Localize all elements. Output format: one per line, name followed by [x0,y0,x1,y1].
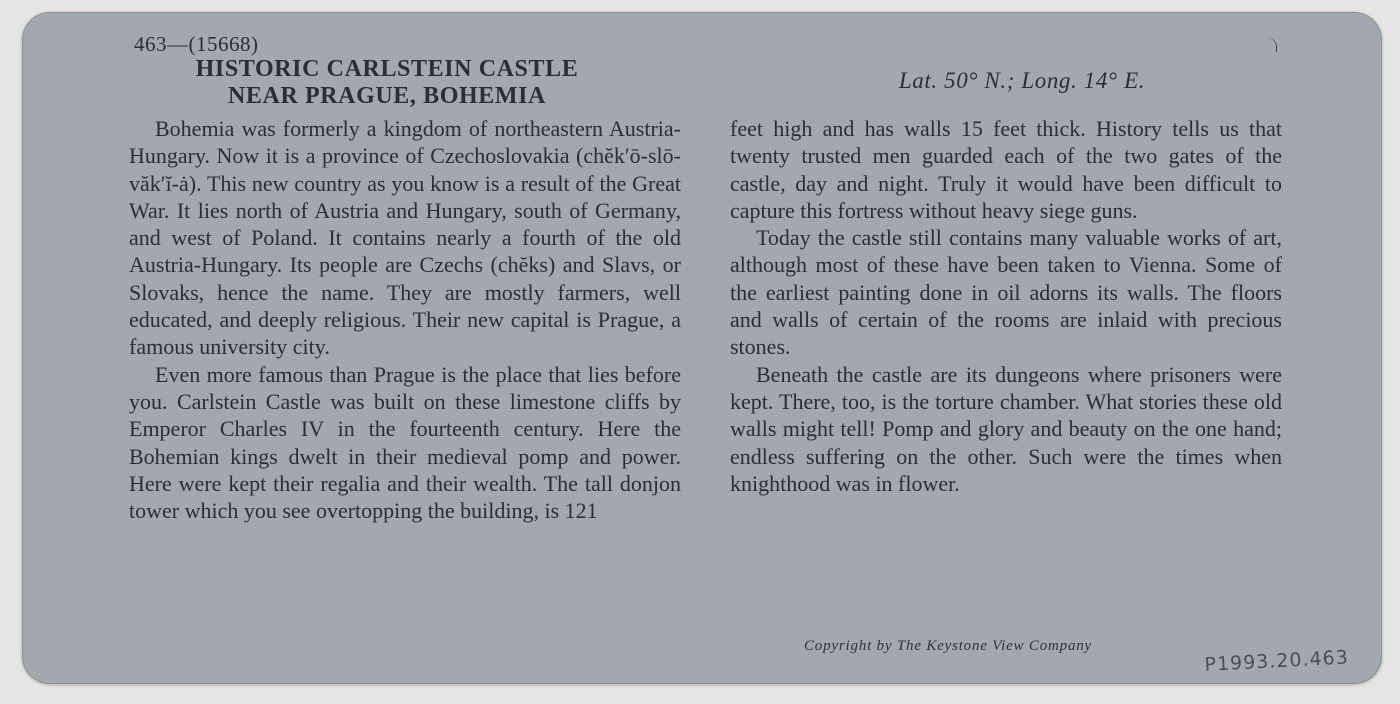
paragraph: Beneath the castle are its dungeons where prisoners were kept. There, too, is the torture chamber. What stories these old walls might tell! Pomp and glory and beauty on the one hand; endless suffering on the other. Such were the times when knighthood was in flower. [730,361,1282,496]
pencil-mark [1268,38,1277,52]
title-line-1: HISTORIC CARLSTEIN CASTLE [195,56,579,82]
accession-number: P1993.20.463 [1204,646,1350,676]
catalog-number: 463—(15668) [134,32,259,56]
card-title [112,56,662,110]
stereoview-card-back [22,12,1382,684]
left-text-column [129,115,681,524]
copyright-notice: Copyright by The Keystone View Company [804,638,1092,654]
paragraph: Even more famous than Prague is the place that lies before you. Carlstein Castle was built on these limestone cliffs by Emperor Charles IV in the fourteenth century. Here the Bohemian kings dwelt in their medieval pomp and power. Here were kept their regalia and their wealth. The tall donjon tower which you see overtopping the building, is 121 [129,361,681,524]
right-text-column [730,115,1282,497]
paragraph: Today the castle still contains many valuable works of art, although most of these have been taken to Vienna. Some of the earliest painting done in oil adorns its walls. The floors and walls of certain of the rooms are inlaid with precious stones. [730,225,1282,360]
latitude-longitude: Lat. 50° N.; Long. 14° E. [898,68,1146,93]
paragraph: Bohemia was formerly a kingdom of northeastern Austria-Hungary. Now it is a province of Czechoslovakia (chĕk′ō-slō-văk′ĭ-ȧ). This new country as you know is a result of the Great War. It lies north of Austria and Hungary, south of Germany, and west of Poland. It contains nearly a fourth of the old Austria-Hungary. Its people are Czechs (chĕks) and Slavs, or Slovaks, hence the name. They are mostly farmers, well educated, and deeply religious. Their new capital is Prague, a famous university city. [129,116,681,360]
title-line-2: NEAR PRAGUE, BOHEMIA [227,83,546,109]
paragraph-continued: feet high and has walls 15 feet thick. History tells us that twenty trusted men guarded each of the two gates of the castle, day and night. Truly it would have been difficult to capture this fortress without heavy siege guns. [730,116,1282,223]
